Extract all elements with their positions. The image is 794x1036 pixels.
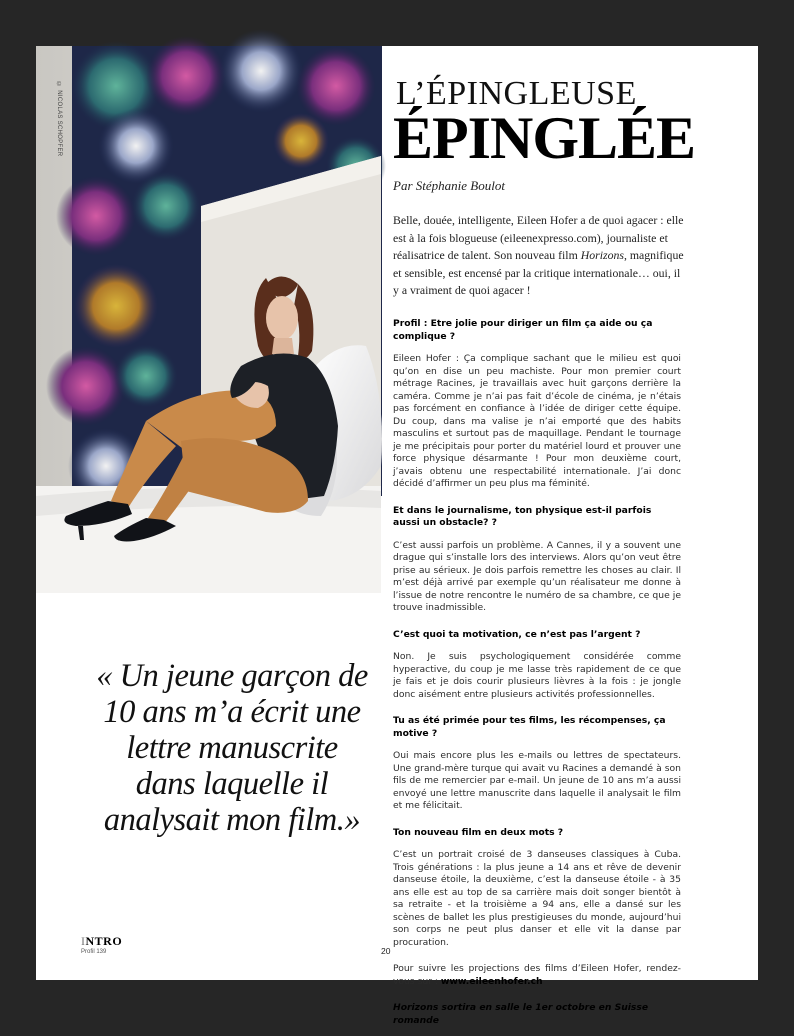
lede-film-title: Horizons xyxy=(580,248,624,262)
answer: Eileen Hofer : Ça complique sachant que le milieu est quoi qu’on en dise un peu machiste. Pour mon premier court métrage Racines, je travaillais avec huit garçons derrière la caméra. Comme je n’ai pas fait d’école de cinéma, je n’étais pas forcément en confiance à l’idée de diriger cette équipe. Du coup, dans ma valise je n’ai emporté que des habits masculins et surtout pas de maquillage. Pendant le tournage je me précipitais pour porter du matériel lourd et prouver une force physique désarmante ! Pour mon deuxième court, j’avais obtenu une respectabilité internationale. J’ai donc décidé d’affirmer un peu plus ma féminité. xyxy=(393,353,681,489)
website-link[interactable]: www.eileenhofer.ch xyxy=(440,975,543,987)
question: Ton nouveau film en deux mots ? xyxy=(393,826,564,838)
interview-column xyxy=(393,318,681,1036)
issue-label: Profil 139 xyxy=(81,949,107,955)
closing-paragraph xyxy=(393,963,681,988)
byline: Par Stéphanie Boulot xyxy=(393,178,505,193)
answer: Non. Je suis psychologiquement considérée comme hyperactive, du coup je me lasse très rapidement de ce que je fais et je dois courir plusieurs lièvres à la fois : je jongle donc aisément entre plusieurs activités professionnelles. xyxy=(393,651,681,700)
question: Tu as été primée pour tes films, les récompenses, ça motive ? xyxy=(393,715,666,739)
page-number: 20 xyxy=(381,946,391,956)
brand-initial: I xyxy=(81,934,86,948)
brand-rest: NTRO xyxy=(85,934,123,948)
answer: C’est un portrait croisé de 3 danseuses classiques à Cuba. Trois générations : la plus jeune a 14 ans et rêve de devenir danseuse étoile, la deuxième, c’est la danseuse étoile - à 35 ans elle est au top de sa carrière mais doit songer bientôt à sa retraite - et la troisième a 94 ans, elle a dansé sur les scènes de ballet les plus prestigieuses du monde, aujourd’hui son corps ne peut plus danser et elle vit la danse par procuration. xyxy=(393,849,681,948)
question: Profil : Etre jolie pour diriger un film ça aide ou ça complique ? xyxy=(393,318,653,342)
lede-text-end: , magnifique et sensible, est encensé par la critique internationale… oui, il y a vraiment de quoi agacer ! xyxy=(393,248,684,297)
answer: Oui mais encore plus les e-mails ou lettres de spectateurs. Une grand-mère turque qui avait vu Racines a demandé à son fils de me remercier par e-mail. Un jeune de 10 ans m’a aussi envoyé une lettre manuscrite dans laquelle il analysait le film et me félicitait. xyxy=(393,750,681,811)
closing-text: Pour suivre les projections des films d’Eileen Hofer, rendez-vous sur : xyxy=(393,963,681,987)
portrait-photo xyxy=(36,46,381,593)
magazine-page xyxy=(36,46,758,1026)
title-line-2: ÉPINGLÉE xyxy=(393,105,696,171)
lede-paragraph xyxy=(393,212,688,300)
lede-text: Belle, douée, intelligente, Eileen Hofer a de quoi agacer : elle est à la fois blogueuse (eileenexpresso.com), journaliste et réalisatrice de talent. Son nouveau film xyxy=(393,213,684,262)
photo-credit: © NICOLAS SCHOPFER xyxy=(56,82,62,157)
question: Et dans le journalisme, ton physique est-il parfois aussi un obstacle? ? xyxy=(393,504,652,528)
answer: C’est aussi parfois un problème. A Cannes, il y a souvent une drague qui s’installe lors des interviews. Alors qu’on veut être prise au sérieux. Je dois parfois remettre les choses au clair. Il m’est déjà arrivé par exemple qu’un réalisateur me donne à l’issue de notre rencontre le numéro de sa chambre, ce que je trouve inadmissible. xyxy=(393,539,681,613)
question: C’est quoi ta motivation, ce n’est pas l’argent ? xyxy=(393,628,641,640)
portrait-illustration xyxy=(36,46,381,593)
title-line-1: L’ÉPINGLEUSE xyxy=(396,75,637,112)
release-note: Horizons sortira en salle le 1er octobre en Suisse romande xyxy=(393,1002,649,1026)
section-brand xyxy=(81,934,122,949)
pull-quote: « Un jeune garçon de 10 ans m’a écrit une lettre manuscrite dans laquelle il analysait mon film.» xyxy=(96,658,368,838)
